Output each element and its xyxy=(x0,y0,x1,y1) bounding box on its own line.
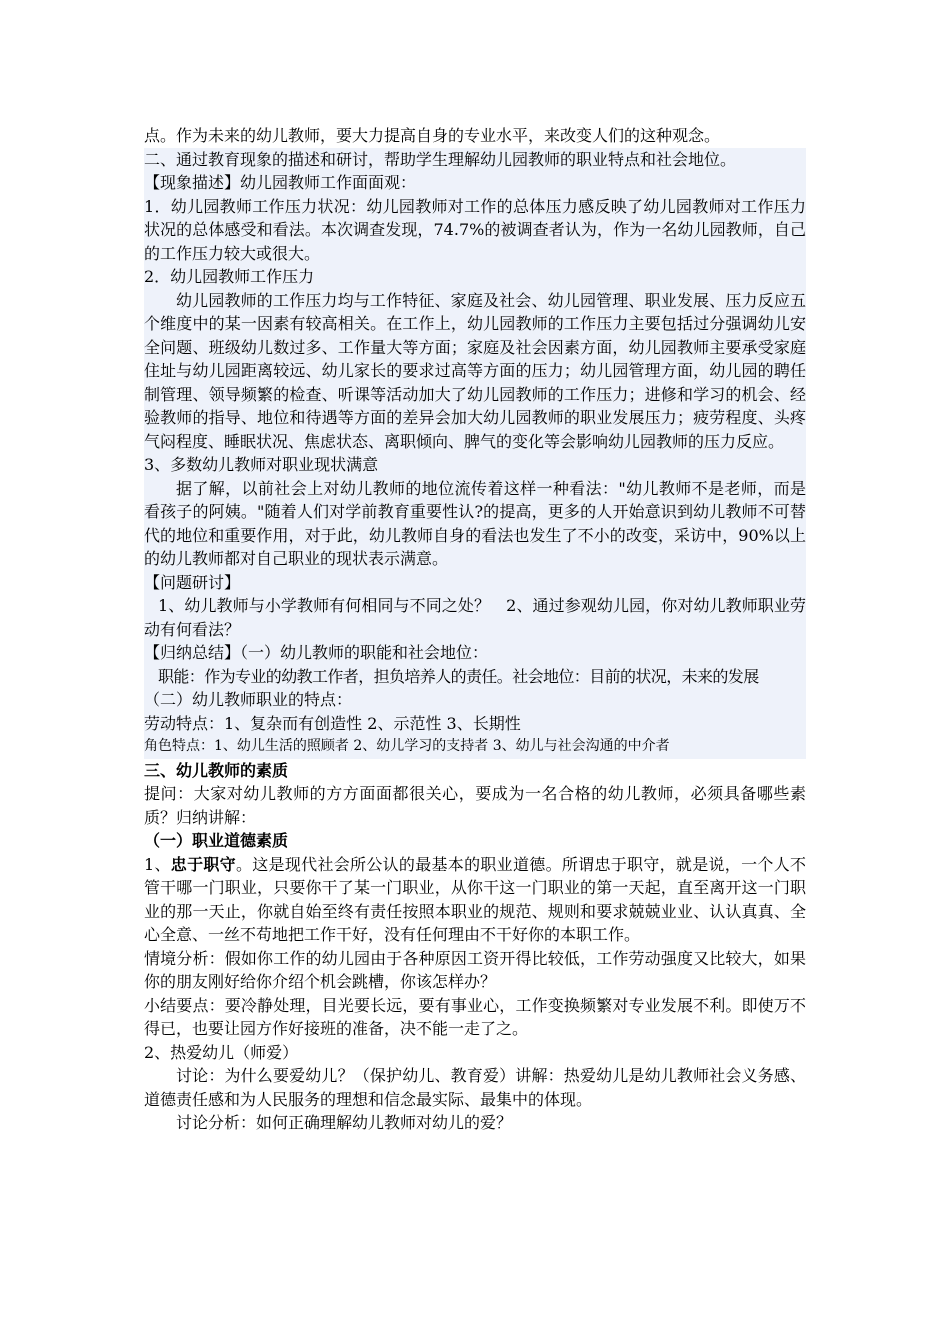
paragraph: 2．幼儿园教师工作压力 xyxy=(144,267,315,286)
paragraph: 【归纳总结】（一）幼儿教师的职能和社会地位： xyxy=(144,643,489,662)
paragraph: 1．幼儿园教师工作压力状况：幼儿园教师对工作的总体压力感反映了幼儿园教师对工作压力状况的总体感受和看法。本次调查发现，74.7%的被调查者认为，作为一名幼儿园教师，自己的工作压力较大或很大。 xyxy=(144,196,806,263)
paragraph-text: 。这是现代社会所公认的最基本的职业道德。所谓忠于职守，就是说，一个人不管干哪一门职业，只要你干了某一门职业，从你干这一门职业的第一天起，直至离开这一门职业的那一天止，你就自始至终有责任按照本职业的规范、规则和要求兢兢业业、认认真真、全心全意、一丝不苟地把工作干好，没有任何理由不干好你的本职工作。 xyxy=(144,854,806,944)
shaded-section xyxy=(144,148,806,759)
paragraph: 2、热爱幼儿（师爱） xyxy=(144,1042,299,1062)
paragraph: 小结要点：要冷静处理，目光要长远，要有事业心，工作变换频繁对专业发展不利。即使万不得已，也要让园方作好接班的准备，决不能一走了之。 xyxy=(144,995,806,1038)
paragraph: 据了解，以前社会上对幼儿教师的地位流传着这样一种看法："幼儿教师不是老师，而是看孩子的阿姨。"随着人们对学前教育重要性认?的提高，更多的人开始意识到幼儿教师不可替代的地位和重要作用，对于此，幼儿教师自身的看法也发生了不小的改变，采访中，90%以上的幼儿教师都对自己职业的现状表示满意。 xyxy=(144,478,806,568)
paragraph: 1、幼儿教师与小学教师有何相同与不同之处？ 2、通过参观幼儿园，你对幼儿教师职业劳动有何看法？ xyxy=(144,596,806,639)
paragraph: 点。作为未来的幼儿教师，要大力提高自身的专业水平，来改变人们的这种观念。 xyxy=(144,126,721,145)
paragraph: 劳动特点：1、复杂而有创造性 2、示范性 3、长期性 xyxy=(144,713,521,733)
subsection-heading: （一）职业道德素质 xyxy=(144,831,289,850)
paragraph: 职能：作为专业的幼教工作者，担负培养人的责任。社会地位：目前的状况，未来的发展 xyxy=(158,666,759,686)
paragraph: （二）幼儿教师职业的特点： xyxy=(144,690,353,709)
paragraph: 3、多数幼儿教师对职业现状满意 xyxy=(144,455,379,474)
section-heading: 三、幼儿教师的素质 xyxy=(144,760,289,780)
document-body xyxy=(144,124,806,1135)
paragraph: 情境分析：假如你工作的幼儿园由于各种原因工资开得比较低，工作劳动强度又比较大，如果你的朋友刚好给你介绍个机会跳槽，你该怎样办？ xyxy=(144,948,806,991)
section-heading: 二、通过教育现象的描述和研讨，帮助学生理解幼儿园教师的职业特点和社会地位。 xyxy=(144,149,737,169)
bold-term: 忠于职守 xyxy=(170,854,236,874)
paragraph: 【现象描述】幼儿园教师工作面面观： xyxy=(144,173,417,192)
paragraph: 幼儿园教师的工作压力均与工作特征、家庭及社会、幼儿园管理、职业发展、压力反应五个维度中的某一因素有较高相关。在工作上，幼儿园教师的工作压力主要包括过分强调幼儿安全问题、班级幼儿数过多、工作量大等方面；家庭及社会因素方面，幼儿园教师主要承受家庭住址与幼儿园距离较远、幼儿家长的要求过高等方面的压力；幼儿园管理方面，幼儿园的聘任制管理、领导频繁的检查、听课等活动加大了幼儿园教师的工作压力；进修和学习的机会、经验教师的指导、地位和待遇等方面的差异会加大幼儿园教师的职业发展压力；疲劳程度、头疼气闷程度、睡眠状况、焦虑状态、离职倾向、脾气的变化等会影响幼儿园教师的压力反应。 xyxy=(144,290,806,451)
paragraph: 讨论：为什么要爱幼儿？（保护幼儿、教育爱）讲解：热爱幼儿是幼儿教师社会义务感、道德责任感和为人民服务的理想和信念最实际、最集中的体现。 xyxy=(144,1066,806,1109)
paragraph xyxy=(144,853,806,947)
paragraph: 【问题研讨】 xyxy=(144,572,241,592)
paragraph: 讨论分析：如何正确理解幼儿教师对幼儿的爱？ xyxy=(176,1113,513,1132)
item-number: 1、 xyxy=(144,854,171,874)
paragraph: 提问：大家对幼儿教师的方方面面都很关心，要成为一名合格的幼儿教师，必须具备哪些素质？归纳讲解： xyxy=(144,784,806,827)
paragraph: 角色特点：1、幼儿生活的照顾者 2、幼儿学习的支持者 3、幼儿与社会沟通的中介者 xyxy=(144,738,670,754)
